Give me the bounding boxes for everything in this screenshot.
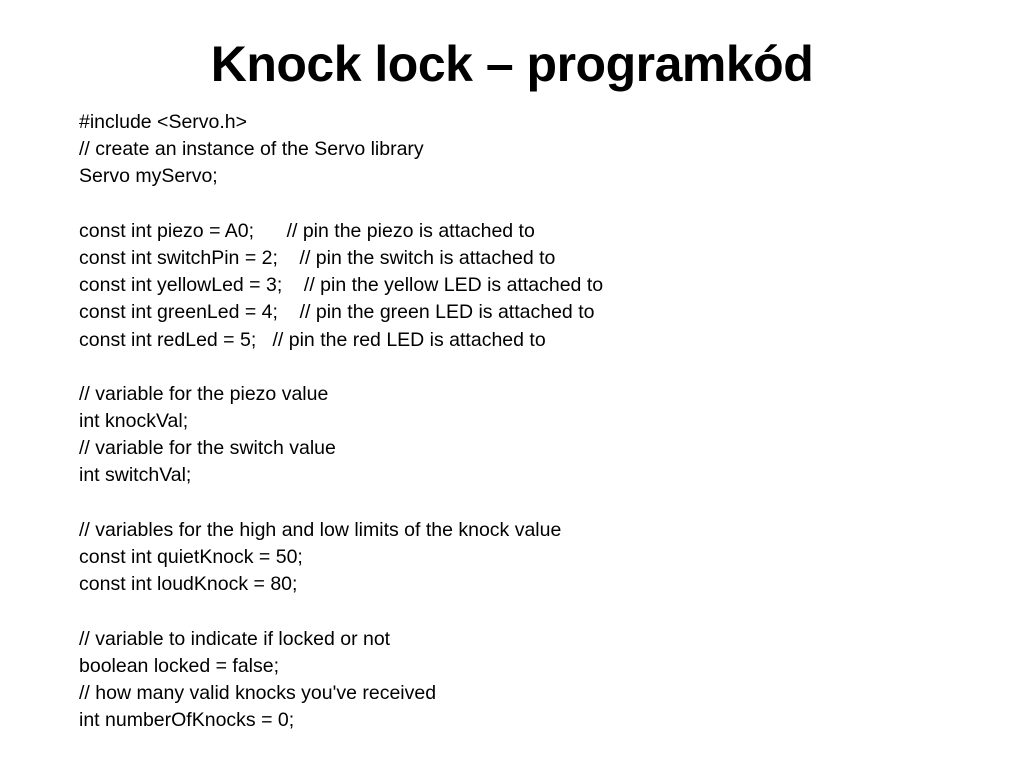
code-line: Servo myServo; [79,165,218,188]
code-line-blank [79,191,979,218]
code-line-blank [79,490,979,517]
code-line: #include <Servo.h> [79,111,248,133]
code-line: // create an instance of the Servo library [79,138,424,161]
code-line: const int loudKnock = 80; [79,573,298,596]
code-line: const int greenLed = 4; // pin the green LED is attached to [79,301,595,324]
code-line: // variables for the high and low limits of the knock value [79,518,562,541]
code-line: const int piezo = A0; // pin the piezo is attached to [79,219,535,242]
code-line: int numberOfKnocks = 0; [79,709,295,732]
code-line: const int yellowLed = 3; // pin the yellow LED is attached to [79,274,604,297]
code-line: boolean locked = false; [79,654,280,677]
code-line-blank [79,354,979,381]
code-line: int knockVal; [79,410,189,433]
code-line: const int switchPin = 2; // pin the switch is attached to [79,246,556,269]
slide-title: Knock lock – programkód [210,36,814,92]
code-line: // variable to indicate if locked or not [79,627,391,650]
code-line: // how many valid knocks you've received [79,681,437,704]
code-line: const int quietKnock = 50; [79,546,303,568]
code-line: // variable for the piezo value [79,382,329,405]
code-block [79,109,979,734]
code-line: const int redLed = 5; // pin the red LED is attached to [79,328,546,351]
code-line: int switchVal; [79,464,192,487]
code-line: // variable for the switch value [79,437,336,460]
code-line-blank [79,598,979,625]
